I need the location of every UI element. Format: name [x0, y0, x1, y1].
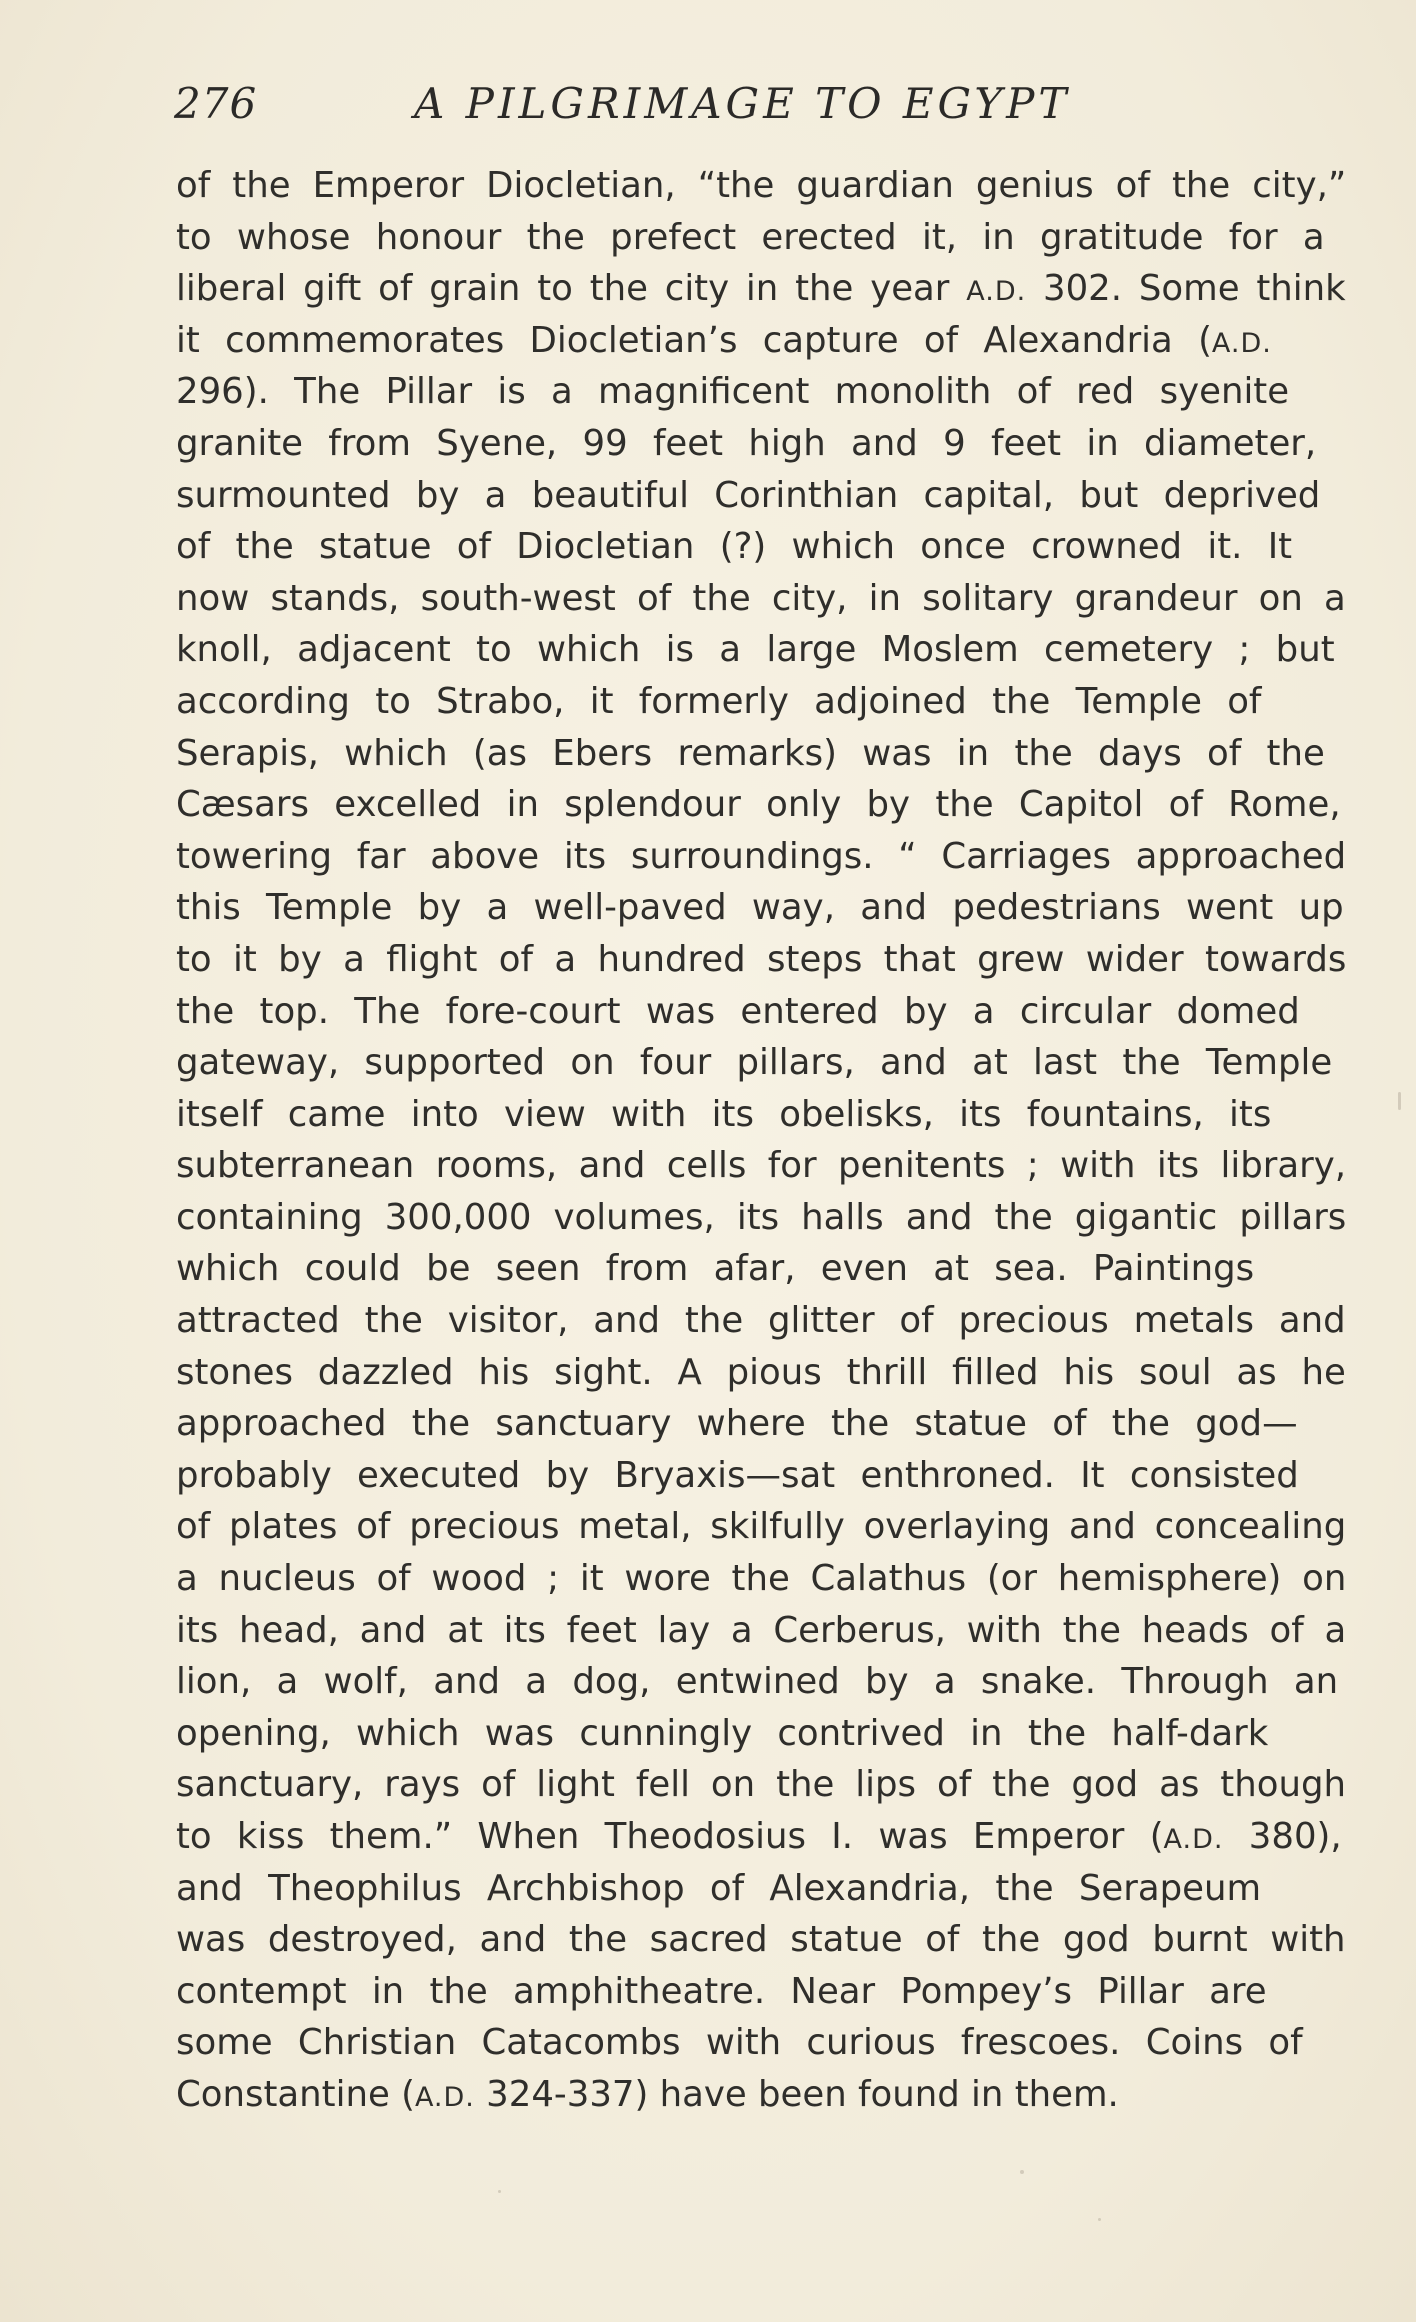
- text-line: which could be seen from afar, even at sea. Paintings: [176, 1248, 1255, 1290]
- text-line: Cæsars excelled in splendour only by the Capitol of Rome,: [176, 784, 1341, 826]
- text-line: Constantine (A.D. 324-337) have been found in them.: [176, 2073, 1119, 2115]
- text-line: the top. The fore-court was entered by a circular domed: [176, 990, 1300, 1032]
- text-line: sanctuary, rays of light fell on the lips of the god as though: [176, 1764, 1346, 1806]
- text-line: was destroyed, and the sacred statue of the god burnt with: [176, 1919, 1346, 1961]
- text-line: it commemorates Diocletian’s capture of Alexandria (A.D.: [176, 319, 1272, 361]
- text-line: surmounted by a beautiful Corinthian capital, but deprived: [176, 474, 1321, 516]
- text-line: to it by a flight of a hundred steps that grew wider towards: [176, 938, 1347, 980]
- text-line: itself came into view with its obelisks, its fountains, its: [176, 1093, 1272, 1135]
- text-line: its head, and at its feet lay a Cerberus, with the heads of a: [176, 1609, 1347, 1651]
- text-line: containing 300,000 volumes, its halls and the gigantic pillars: [176, 1196, 1347, 1238]
- text-line: of the Emperor Diocletian, “the guardian genius of the city,”: [176, 165, 1347, 206]
- body-paragraph: [176, 160, 1356, 2121]
- text-line: contempt in the amphitheatre. Near Pompey’s Pillar are: [176, 1970, 1267, 2012]
- text-line: according to Strabo, it formerly adjoined the Temple of: [176, 680, 1262, 722]
- text-line: knoll, adjacent to which is a large Moslem cemetery ; but: [176, 629, 1335, 671]
- text-line: liberal gift of grain to the city in the year A.D. 302. Some think: [176, 268, 1346, 310]
- paper-speck: [1398, 1092, 1401, 1110]
- paper-speck: [1098, 2218, 1101, 2221]
- text-line: lion, a wolf, and a dog, entwined by a snake. Through an: [176, 1661, 1339, 1703]
- text-line: attracted the visitor, and the glitter of precious metals and: [176, 1300, 1346, 1342]
- text-line: subterranean rooms, and cells for penitents ; with its library,: [176, 1145, 1347, 1187]
- text-line: of the statue of Diocletian (?) which once crowned it. It: [176, 526, 1293, 568]
- paper-speck: [498, 2190, 501, 2193]
- text-line: Serapis, which (as Ebers remarks) was in the days of the: [176, 732, 1325, 774]
- text-line: towering far above its surroundings. “ Carriages approached: [176, 835, 1347, 877]
- text-line: approached the sanctuary where the statue of the god—: [176, 1403, 1298, 1445]
- text-line: 296). The Pillar is a magnificent monolith of red syenite: [176, 371, 1290, 413]
- text-line: stones dazzled his sight. A pious thrill filled his soul as he: [176, 1351, 1346, 1393]
- text-line: of plates of precious metal, skilfully overlaying and concealing: [176, 1506, 1347, 1548]
- text-line: this Temple by a well-paved way, and pedestrians went up: [176, 887, 1344, 929]
- paper-speck: [1020, 2170, 1024, 2174]
- text-line: some Christian Catacombs with curious frescoes. Coins of: [176, 2022, 1303, 2064]
- page-number: 276: [174, 79, 258, 128]
- text-line: gateway, supported on four pillars, and at last the Temple: [176, 1042, 1333, 1084]
- text-line: to whose honour the prefect erected it, in gratitude for a: [176, 216, 1325, 258]
- text-line: probably executed by Bryaxis—sat enthroned. It consisted: [176, 1454, 1299, 1496]
- text-line: and Theophilus Archbishop of Alexandria, the Serapeum: [176, 1867, 1262, 1909]
- text-line: now stands, south-west of the city, in solitary grandeur on a: [176, 577, 1346, 619]
- text-line: opening, which was cunningly contrived in the half-dark: [176, 1712, 1269, 1754]
- text-line: to kiss them.” When Theodosius I. was Emperor (A.D. 380),: [176, 1816, 1342, 1857]
- text-line: granite from Syene, 99 feet high and 9 feet in diameter,: [176, 422, 1317, 464]
- running-title: A PILGRIMAGE TO EGYPT: [414, 79, 1071, 128]
- text-line: a nucleus of wood ; it wore the Calathus (or hemisphere) on: [176, 1558, 1347, 1600]
- page-header: [174, 74, 1104, 134]
